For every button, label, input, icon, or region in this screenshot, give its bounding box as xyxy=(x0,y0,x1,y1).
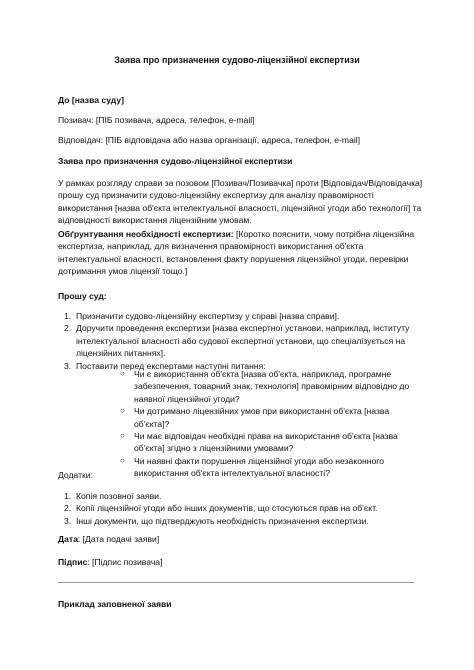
list-item: 3. Інші документи, що підтверджують необхідність призначення експертизи. xyxy=(64,515,369,526)
court-addressee: До [назва суду] xyxy=(58,95,124,105)
signature-line xyxy=(58,556,426,568)
justification-paragraph xyxy=(58,228,426,278)
questions-list xyxy=(120,368,426,480)
defendant-line: Відповідач: [ПІБ відповідача або назва організації, адреса, телефон, e-mail] xyxy=(58,135,361,145)
justification-label: Обґрунтування необхідності експертизи: xyxy=(58,229,234,239)
attachments-heading: Додатки: xyxy=(58,470,93,480)
section-heading: Заява про призначення судово-ліцензійної експертизи xyxy=(58,156,293,166)
date-label: Дата xyxy=(58,534,78,544)
divider xyxy=(58,582,414,583)
list-item: ○ Чи дотримано ліцензійних умов при використанні об'єкта [назва об'єкта]? xyxy=(120,405,426,430)
list-item: 1. Призначити судово-ліцензійну експертизу у справі [назва справи]. xyxy=(64,311,340,321)
list-item: 3. Поставити перед експертами наступні питання: xyxy=(64,360,266,371)
request-heading: Прошу суд: xyxy=(58,291,107,301)
document-title: Заява про призначення судово-ліцензійної експертизи xyxy=(114,55,360,65)
date-line xyxy=(58,533,426,545)
intro-paragraph: У рамках розгляду справи за позовом [Позивач/Позивачка] проти [Відповідач/Відповідачка] прошу суд призначити судово-ліцензійну експертизу для аналізу правомірності використання [назва об'єкта інтелектуальної власності, ліцензійної угоди або технології] та відповідності використання ліцензійним умовам. xyxy=(58,178,423,226)
list-item: ○ Чи наявні факти порушення ліцензійної угоди або незаконного використання об'єкта інтелектуальної власності? xyxy=(120,455,426,480)
list-item: 1. Копія позовної заяви. xyxy=(64,491,162,501)
request-list xyxy=(58,310,426,372)
signature-value: : [Підпис позивача] xyxy=(87,557,163,567)
plaintiff-line: Позивач: [ПІБ позивача, адреса, телефон, e-mail] xyxy=(58,115,255,125)
justification-text: [Коротко пояснити, чому потрібна ліцензійна експертиза, наприклад, для визначення правомірності використання об'єкта інтелектуальної власності, встановлення факту порушення ліцензійної угоди, перевірки дотримання умов ліцензії тощо.] xyxy=(58,229,415,277)
list-item: 2. Доручити проведення експертизи [назва експертної установи, наприклад, інституту інтелектуальної власності або судової експертної установи, що спеціалізується на ліцензійних питаннях]. xyxy=(64,323,410,359)
list-item: ○ Чи є використання об'єкта [назва об'єкта, наприклад, програмне забезпечення, товарний знак, технологія] правомірним відповідно до наявної ліцензійної угоди? xyxy=(120,368,426,405)
attachments-list xyxy=(58,490,426,527)
list-item: ○ Чи має відповідач необхідні права на використання об'єкта [назва об'єкта] згідно з ліцензійними умовами? xyxy=(120,430,426,455)
list-item: 2. Копії ліцензійної угоди або інших документів, що стосуються прав на об'єкт. xyxy=(64,503,378,514)
signature-label: Підпис xyxy=(58,557,88,567)
date-value: : [Дата подачі заяви] xyxy=(77,534,160,544)
example-heading: Приклад заповненої заяви xyxy=(58,599,172,609)
